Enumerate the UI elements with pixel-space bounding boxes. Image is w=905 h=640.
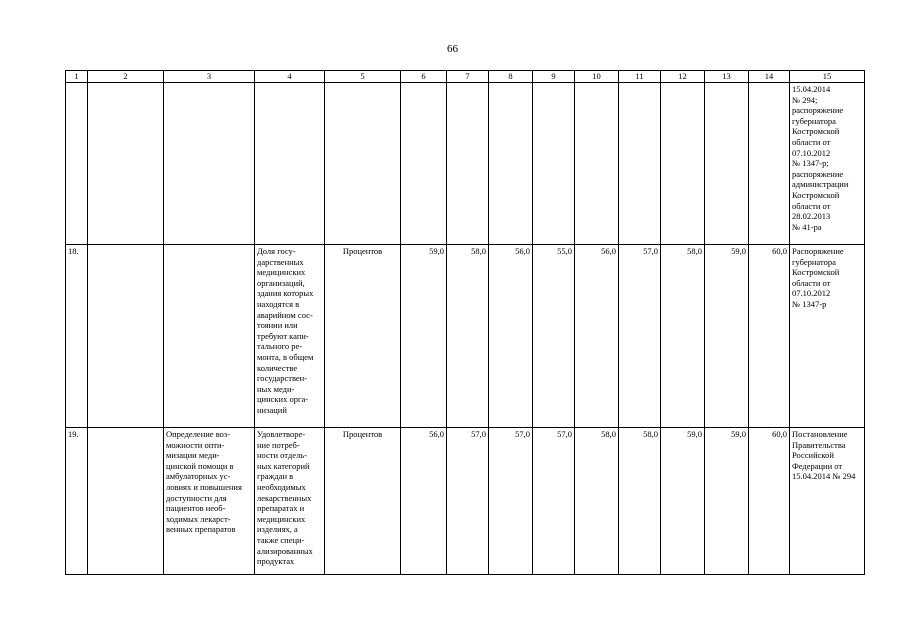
- cell-value: [489, 83, 533, 245]
- column-header: 3: [164, 71, 255, 83]
- table-row: [66, 428, 865, 575]
- cell-value: 58,0: [619, 428, 661, 575]
- column-header: 7: [447, 71, 489, 83]
- cell-value: 59,0: [401, 245, 447, 428]
- cell-value: 57,0: [489, 428, 533, 575]
- cell-legal-basis: Постановление Правительства Российской Федерации от 15.04.2014 № 294: [790, 428, 865, 575]
- cell-value: 59,0: [705, 245, 749, 428]
- column-header: 6: [401, 71, 447, 83]
- cell-value: [661, 83, 705, 245]
- cell-value: 59,0: [661, 428, 705, 575]
- cell-value: 60,0: [749, 428, 790, 575]
- cell-col2: [88, 83, 164, 245]
- column-header: 5: [325, 71, 401, 83]
- cell-value: [749, 83, 790, 245]
- cell-col2: [88, 245, 164, 428]
- data-table: [65, 70, 865, 575]
- cell-event: [164, 83, 255, 245]
- cell-value: 59,0: [705, 428, 749, 575]
- cell-legal-basis: 15.04.2014 № 294; распоряжение губернатора Костромской области от 07.10.2012 № 1347-р; распоряжение администрации Костромской области от 28.02.2013 № 41-ра: [790, 83, 865, 245]
- cell-event: [164, 245, 255, 428]
- cell-unit: Процентов: [325, 245, 401, 428]
- cell-col2: [88, 428, 164, 575]
- cell-value: 55,0: [533, 245, 575, 428]
- cell-indicator: Удовлетворе- ние потреб- ности отдель- ных категорий граждан в необходимых лекарственных препаратах и медицинских изделиях, а также специ- ализированных продуктах: [255, 428, 325, 575]
- row-number: [66, 83, 88, 245]
- header-row: [66, 71, 865, 83]
- table-row: [66, 83, 865, 245]
- cell-value: 57,0: [619, 245, 661, 428]
- cell-value: [401, 83, 447, 245]
- cell-value: 58,0: [575, 428, 619, 575]
- cell-value: 56,0: [401, 428, 447, 575]
- cell-value: 60,0: [749, 245, 790, 428]
- row-number: 19.: [66, 428, 88, 575]
- cell-value: [533, 83, 575, 245]
- row-number: 18.: [66, 245, 88, 428]
- column-header: 4: [255, 71, 325, 83]
- page-number: 66: [447, 43, 458, 55]
- column-header: 13: [705, 71, 749, 83]
- cell-unit: Процентов: [325, 428, 401, 575]
- cell-value: [575, 83, 619, 245]
- table-row: [66, 245, 865, 428]
- column-header: 2: [88, 71, 164, 83]
- cell-value: [619, 83, 661, 245]
- cell-indicator: Доля госу- дарственных медицинских организаций, здания которых находятся в аварийном сос- тоянии или требуют капи- тального ре- монта, в общем количестве государствен- ных меди- цинских орга- низаций: [255, 245, 325, 428]
- column-header: 10: [575, 71, 619, 83]
- cell-value: 56,0: [489, 245, 533, 428]
- cell-unit: [325, 83, 401, 245]
- column-header: 11: [619, 71, 661, 83]
- column-header: 12: [661, 71, 705, 83]
- cell-legal-basis: Распоряжение губернатора Костромской области от 07.10.2012 № 1347-р: [790, 245, 865, 428]
- cell-value: 58,0: [447, 245, 489, 428]
- cell-value: [705, 83, 749, 245]
- cell-value: 56,0: [575, 245, 619, 428]
- cell-value: 58,0: [661, 245, 705, 428]
- cell-value: 57,0: [447, 428, 489, 575]
- column-header: 1: [66, 71, 88, 83]
- column-header: 15: [790, 71, 865, 83]
- cell-value: [447, 83, 489, 245]
- column-header: 14: [749, 71, 790, 83]
- cell-event: Определение воз- можности опти- мизации меди- цинской помощи в амбулаторных ус- ловиях и повышения доступности для пациентов необ- ходимых лекарст- венных препаратов: [164, 428, 255, 575]
- cell-indicator: [255, 83, 325, 245]
- cell-value: 57,0: [533, 428, 575, 575]
- column-header: 8: [489, 71, 533, 83]
- column-header: 9: [533, 71, 575, 83]
